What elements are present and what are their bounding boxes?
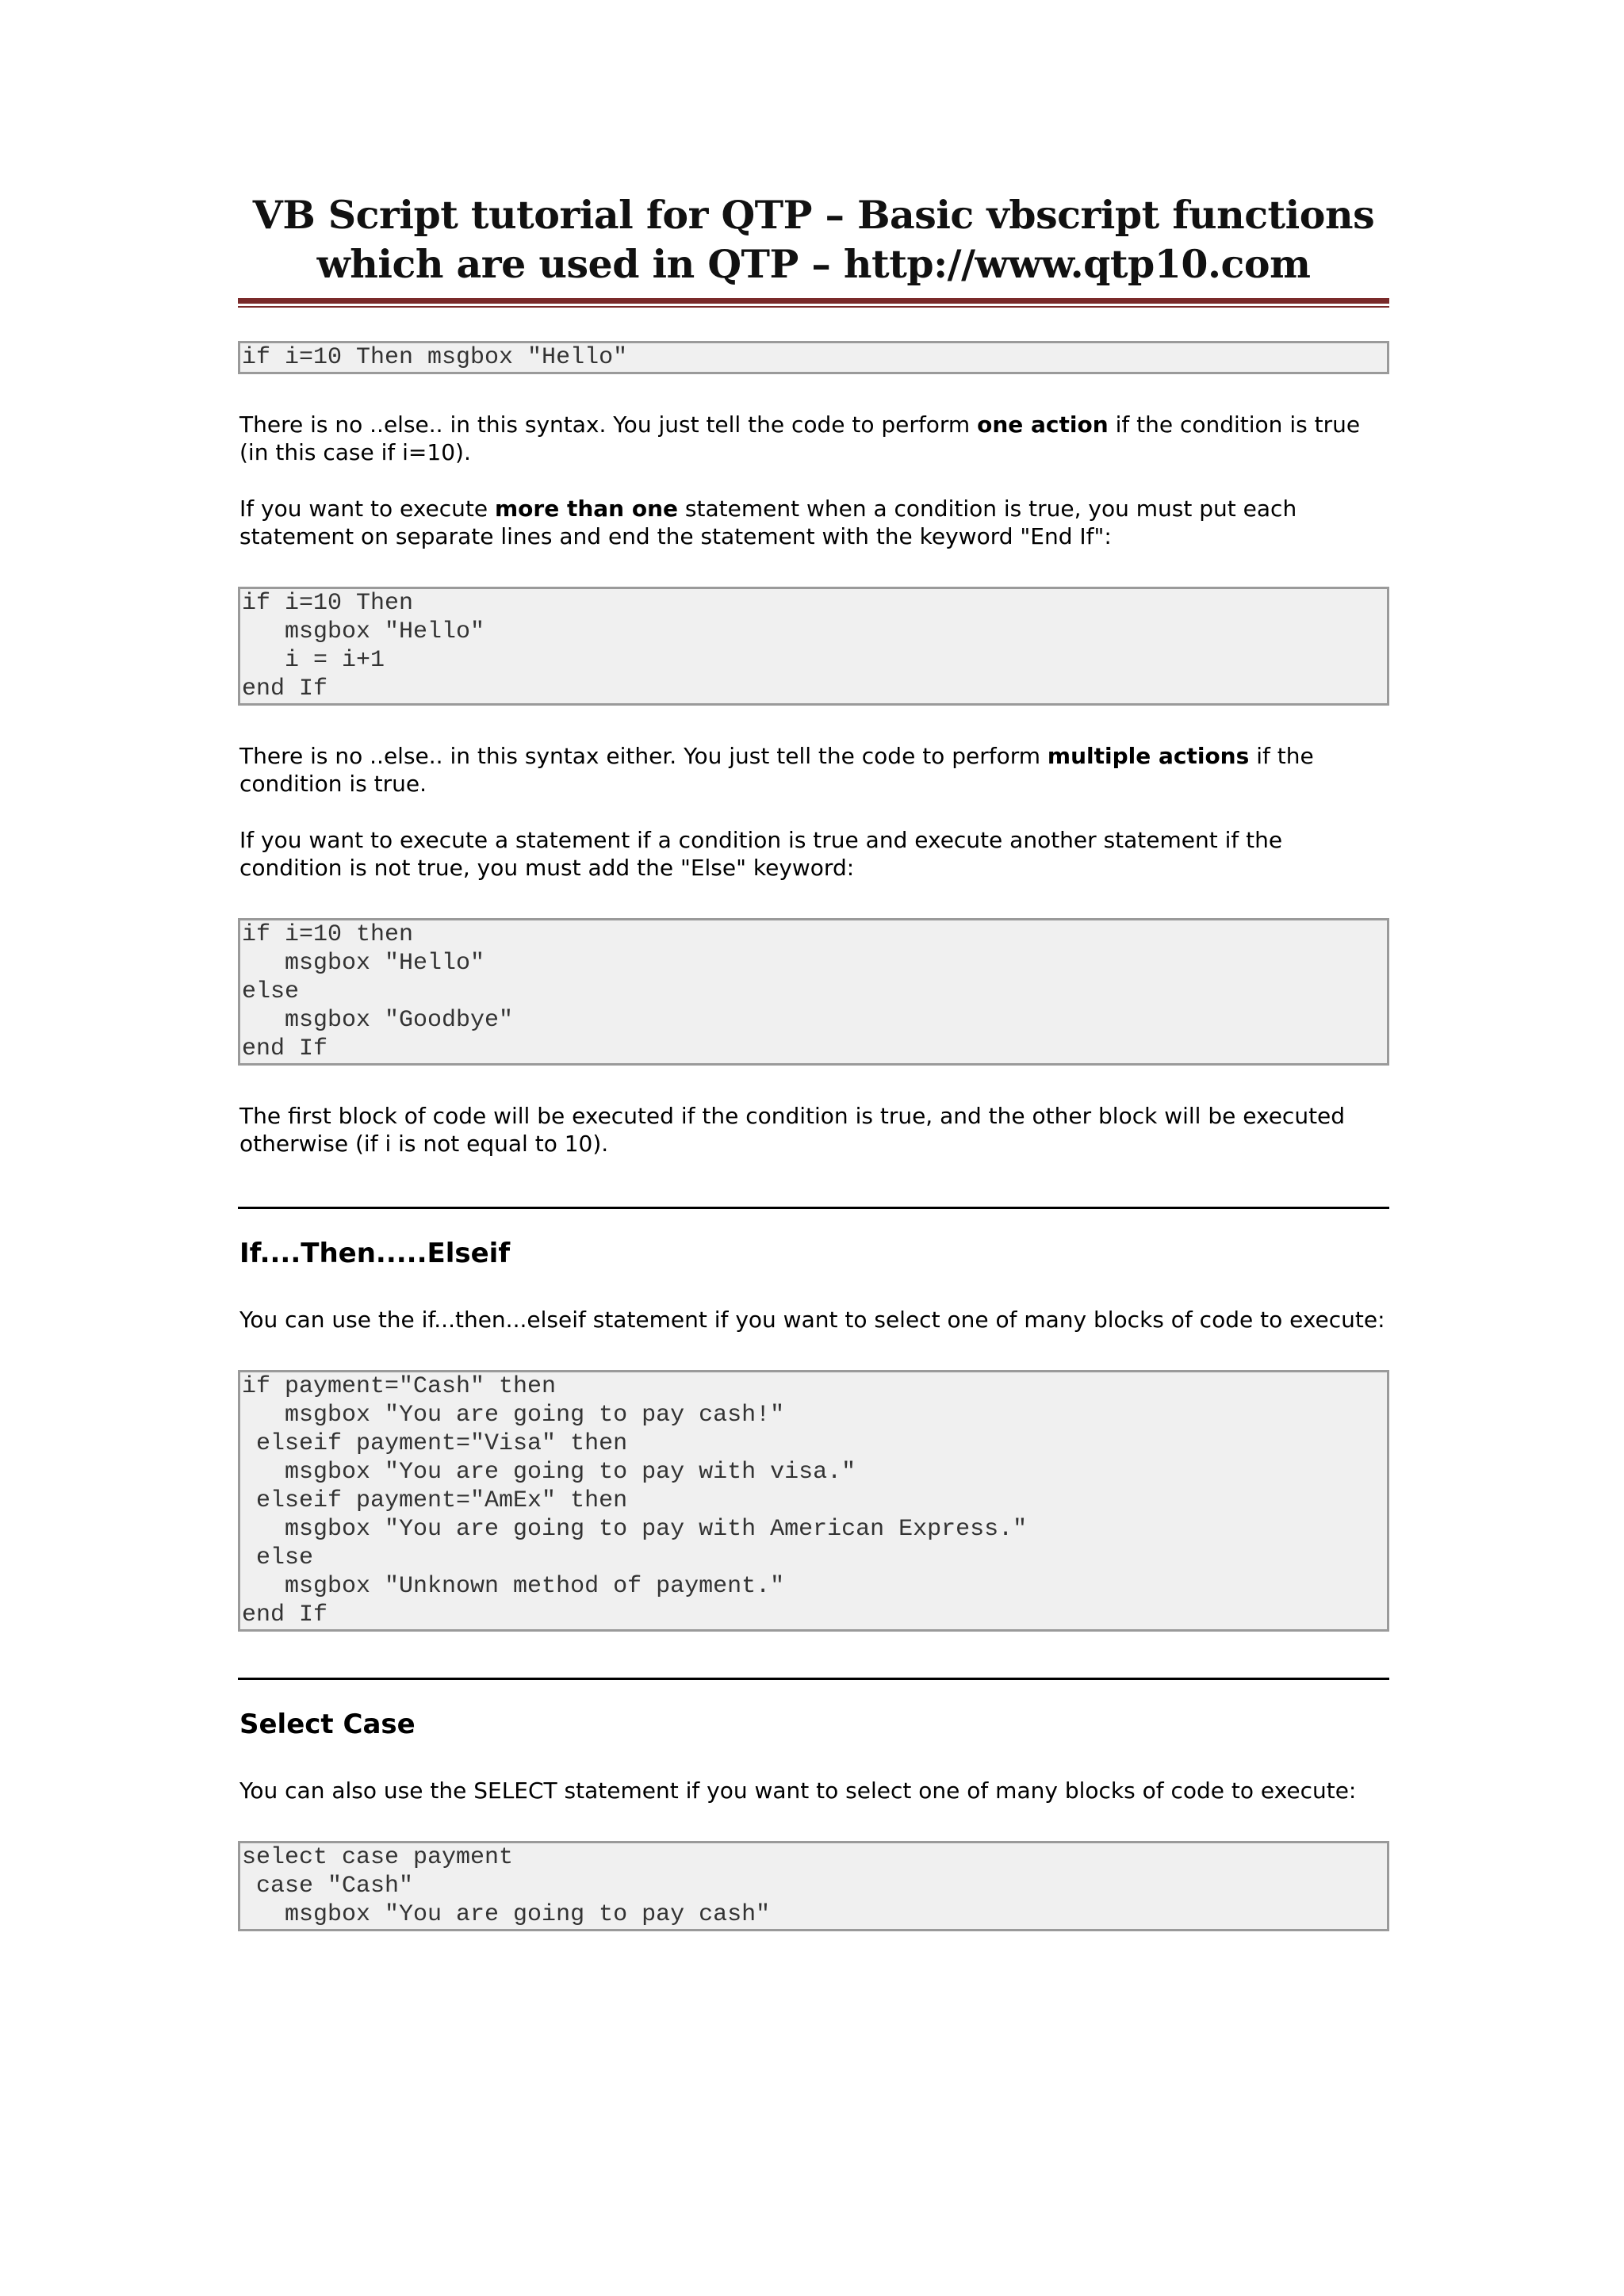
code-line: msgbox "Unknown method of payment.": [242, 1573, 785, 1600]
code-line: i = i+1: [242, 647, 385, 674]
page-title: VB Script tutorial for QTP – Basic vbscript functions which are used in QTP – http://www.qtp10.com: [252, 192, 1375, 287]
code-line: select case payment: [242, 1844, 514, 1871]
code-line: msgbox "You are going to pay with visa.": [242, 1459, 856, 1486]
paragraph-bold: multiple actions: [1047, 743, 1250, 769]
code-line: msgbox "Hello": [242, 618, 485, 645]
code-line: elseif payment="Visa" then: [242, 1430, 628, 1457]
code-line: if i=10 Then: [242, 590, 414, 617]
title-underline: [238, 298, 1389, 308]
code-line: msgbox "You are going to pay cash": [242, 1901, 771, 1928]
code-line: if i=10 then: [242, 921, 414, 948]
paragraph-select: You can also use the SELECT statement if you want to select one of many blocks of code to execute:: [239, 1777, 1357, 1804]
code-line: msgbox "Hello": [242, 950, 485, 977]
code-block-if-else: [238, 918, 1389, 1066]
paragraph-else-keyword: If you want to execute a statement if a condition is true and execute another statement if the condition is not true, you must add the "Else" keyword:: [239, 827, 1283, 881]
paragraph-text: if the condition is true (in this case if i=10).: [239, 411, 1361, 465]
code-line: msgbox "Goodbye": [242, 1007, 514, 1034]
paragraph-more-than-one: [238, 495, 1389, 550]
code-line: case "Cash": [242, 1873, 414, 1900]
paragraph-text: There is no ..else.. in this syntax. You just tell the code to perform: [239, 411, 978, 438]
paragraph-multiple-actions: [238, 742, 1389, 798]
code-block-if-multiple: [238, 587, 1389, 706]
paragraph-bold: one action: [977, 411, 1109, 438]
heading-select-case: Select Case: [239, 1709, 416, 1740]
paragraph-elseif: You can use the if...then...elseif statement if you want to select one of many blocks of code to execute:: [239, 1307, 1385, 1333]
paragraph-bold: more than one: [494, 496, 678, 522]
code-line: end If: [242, 675, 328, 702]
paragraph-first-block: The first block of code will be executed if the condition is true, and the other block will be executed otherwise (if i is not equal to 10).: [239, 1103, 1346, 1157]
paragraph-text: if the condition is true.: [239, 743, 1314, 797]
code-line: if payment="Cash" then: [242, 1373, 557, 1400]
paragraph-text: There is no ..else.. in this syntax either. You just tell the code to perform: [239, 743, 1048, 769]
code-line: msgbox "You are going to pay with American Express.": [242, 1516, 1028, 1543]
document-page: [238, 190, 1389, 1931]
code-line: else: [242, 1544, 314, 1571]
section-divider: [238, 1678, 1389, 1680]
code-line: else: [242, 978, 300, 1005]
code-line: if i=10 Then msgbox "Hello": [242, 344, 628, 371]
code-line: end If: [242, 1601, 328, 1628]
section-divider: [238, 1207, 1389, 1209]
title-rule-thick: [238, 298, 1389, 304]
paragraph-one-action: [238, 411, 1389, 466]
code-block-select-case: [238, 1841, 1389, 1931]
paragraph-text: If you want to execute: [239, 496, 495, 522]
paragraph-text: statement when a condition is true, you must put each statement on separate lines and end the statement with the keyword "End If":: [239, 496, 1297, 549]
code-line: end If: [242, 1035, 328, 1062]
code-line: elseif payment="AmEx" then: [242, 1487, 628, 1514]
code-block-elseif: [238, 1370, 1389, 1632]
code-block-if-single: [238, 341, 1389, 374]
title-rule-thin: [238, 306, 1389, 308]
code-line: msgbox "You are going to pay cash!": [242, 1402, 785, 1429]
heading-if-then-elseif: If....Then.....Elseif: [239, 1238, 511, 1269]
